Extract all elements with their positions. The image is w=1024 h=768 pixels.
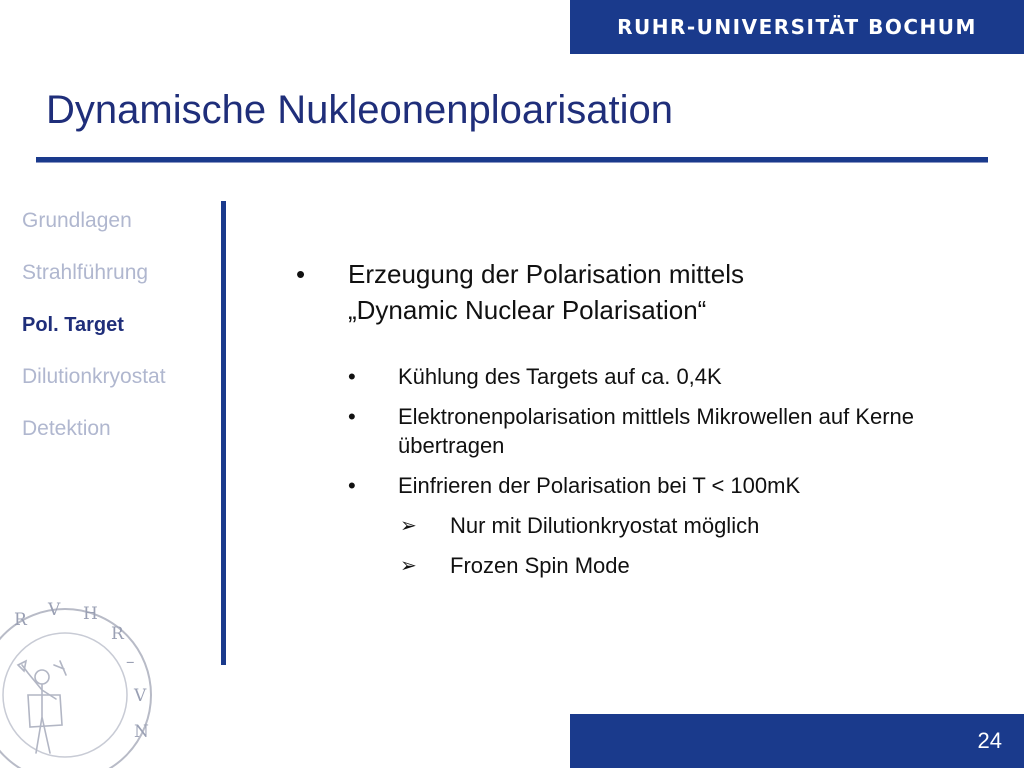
sub-bullet — [292, 402, 1004, 460]
university-name: RUHR-UNIVERSITÄT BOCHUM — [617, 15, 977, 39]
arrow-bullet-icon: ➢ — [400, 555, 417, 577]
nav-item-dilutionkryostat[interactable]: Dilutionkryostat — [22, 365, 166, 388]
slide-content — [292, 256, 1004, 580]
seal-letter: – — [126, 652, 135, 672]
sub-bullet — [292, 471, 1004, 500]
title-underline — [36, 157, 988, 163]
arrow-bullet-text: Frozen Spin Mode — [450, 553, 630, 578]
bullet-icon: • — [348, 364, 356, 389]
nav-item-pol-target[interactable]: Pol. Target — [22, 314, 124, 336]
arrow-bullet-icon: ➢ — [400, 515, 417, 537]
nav-item-detektion[interactable]: Detektion — [22, 417, 111, 440]
main-bullet — [292, 256, 1004, 328]
seal-letter: R — [14, 610, 27, 630]
vertical-divider — [221, 201, 226, 665]
main-bullet-line-2: „Dynamic Nuclear Polarisation“ — [348, 295, 707, 325]
sub-bullet — [292, 362, 1004, 391]
nav-item-grundlagen[interactable]: Grundlagen — [22, 209, 132, 232]
seal-letter: H — [83, 604, 98, 624]
seal-letter: V — [134, 686, 147, 706]
bullet-icon: • — [348, 404, 356, 429]
page-number: 24 — [977, 728, 1002, 753]
seal-letter: N — [134, 722, 149, 742]
seal-letter: V — [48, 600, 61, 620]
main-bullet-line-1: Erzeugung der Polarisation mittels — [348, 259, 744, 289]
arrow-bullet — [292, 511, 1004, 540]
sub-bullet-text: Kühlung des Targets auf ca. 0,4K — [398, 364, 722, 389]
nav-item-strahlfuehrung[interactable]: Strahlführung — [22, 261, 149, 284]
sub-bullet-text: Elektronenpolarisation mittlels Mikrowellen auf Kerne übertragen — [398, 404, 915, 458]
bullet-icon: • — [296, 259, 306, 289]
university-seal-icon — [0, 595, 160, 768]
university-logo — [570, 0, 1024, 54]
sub-bullet-text: Einfrieren der Polarisation bei T < 100mK — [398, 473, 801, 498]
slide-title: Dynamische Nukleonenploarisation — [46, 88, 674, 132]
bullet-icon: • — [348, 473, 356, 498]
seal-letter: R — [111, 624, 124, 644]
footer-bar — [570, 714, 1024, 768]
arrow-bullet — [292, 551, 1004, 580]
arrow-bullet-text: Nur mit Dilutionkryostat möglich — [450, 513, 760, 538]
section-navigation — [22, 206, 217, 466]
